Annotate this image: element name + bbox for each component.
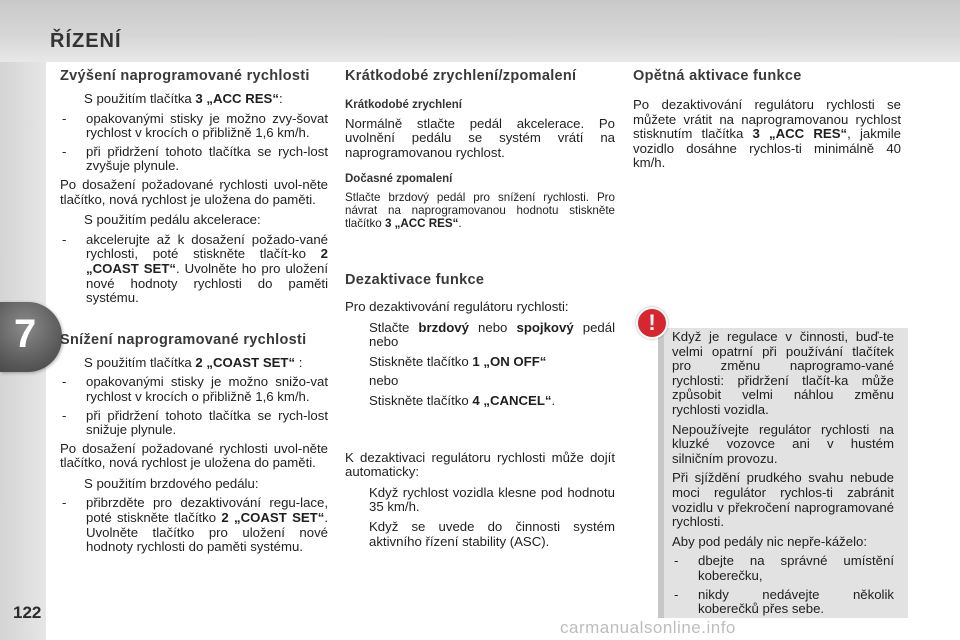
paragraph: Pro dezaktivování regulátoru rychlosti:: [345, 298, 569, 314]
paragraph: Po dezaktivování regulátoru rychlosti se můžete vrátit na naprogramovanou rychlost stisknutím tlačítka 3 „ACC RES“, jakmile vozidlo dosáhne rychlos-ti minimálně 40 km/h.: [633, 97, 901, 171]
dash-item: - opakovanými stisky je možno snižo-vat rychlost v krocích o přibližně 1,6 km/h.: [62, 374, 328, 404]
list-item: Stiskněte tlačítko 4 „CANCEL“.: [369, 392, 556, 408]
list-item: Stiskněte tlačítko 1 „ON OFF“: [369, 353, 547, 369]
subheading-deceleration: Dočasné zpomalení: [345, 173, 453, 186]
dash-item: - při přidržení tohoto tlačítka se rych-lost zvyšuje plynule.: [62, 143, 328, 174]
paragraph: Stlačte brzdový pedál pro snížení rychlosti. Pro návrat na naprogramovanou hodnotu stiskněte tlačítko 3 „ACC RES“.: [345, 190, 615, 230]
watermark: carmanualsonline.info: [560, 618, 736, 637]
list-item: S použitím pedálu akcelerace:: [84, 212, 261, 228]
paragraph: Po dosažení požadované rychlosti uvol-něte tlačítko, nová rychlost je uložena do paměti.: [60, 440, 328, 471]
chapter-number: 7: [14, 312, 37, 356]
list-item: S použitím brzdového pedálu:: [84, 475, 259, 491]
paragraph: K dezaktivaci regulátoru rychlosti může dojít automaticky:: [345, 449, 615, 480]
section-heading-temporary: Krátkodobé zrychlení/zpomalení: [345, 68, 577, 84]
page-title: ŘÍZENÍ: [50, 30, 122, 52]
section-heading-increase: Zvýšení naprogramované rychlosti: [60, 68, 310, 84]
dash-item: - opakovanými stisky je možno zvy-šovat rychlost v krocích o přibližně 1,6 km/h.: [62, 110, 328, 141]
header-band: [0, 0, 960, 62]
dash-item: - dbejte na správné umístění koberečku,: [674, 553, 894, 583]
or-text: nebo: [369, 373, 399, 389]
dash-item: - při přidržení tohoto tlačítka se rych-lost snižuje plynule.: [62, 407, 328, 438]
warning-paragraph: Když je regulace v činnosti, buď-te velmi opatrní při používání tlačítek pro změnu naprogramo-vané rychlosti: přidržení tlačít-ka může způsobit velmi náhlou změnu rychlosti vozidla.: [672, 329, 894, 417]
warning-paragraph: Nepoužívejte regulátor rychlosti na kluzké vozovce ani v hustém silničním provozu.: [672, 421, 894, 466]
warning-paragraph: Aby pod pedály nic nepře-káželo:: [672, 533, 868, 549]
dash-item: - přibrzděte pro dezaktivování regu-lace, poté stiskněte tlačítko 2 „COAST SET“. Uvolněte tlačítko pro uložení nové hodnoty rychlosti do paměti systému.: [62, 495, 328, 555]
list-item: Když se uvede do činnosti systém aktivního řízení stability (ASC).: [369, 518, 615, 549]
list-item: S použitím tlačítka 2 „COAST SET“ :: [84, 354, 303, 370]
chapter-tab: [0, 302, 62, 372]
column-left: [60, 68, 328, 559]
paragraph: Normálně stlačte pedál akcelerace. Po uvolnění pedálu se systém vrátí na naprogramovanou rychlost.: [345, 115, 615, 160]
list-item: Stlačte brzdový nebo spojkový pedál nebo: [369, 319, 616, 350]
subheading-acceleration: Krátkodobé zrychlení: [345, 99, 462, 111]
warning-text: [672, 330, 894, 621]
paragraph: Po dosažení požadované rychlosti uvol-něte tlačítko, nová rychlost je uložena do paměti.: [60, 176, 328, 207]
dash-item: - akcelerujte až k dosažení požado-vané rychlosti, poté stiskněte tlačít-ko 2 „COAST SET“. Uvolněte ho pro uložení nové hodnoty rychlosti do paměti systému.: [62, 231, 328, 306]
section-heading-reactivation: Opětná aktivace funkce: [633, 68, 802, 84]
list-item: S použitím tlačítka 3 „ACC RES“:: [84, 91, 283, 106]
column-right: [633, 68, 901, 177]
section-heading-decrease: Snížení naprogramované rychlosti: [60, 331, 307, 348]
exclamation-icon: !: [636, 307, 668, 339]
page-number: 122: [13, 603, 42, 622]
list-item: Když rychlost vozidla klesne pod hodnotu 35 km/h.: [369, 484, 615, 515]
warning-paragraph: Při sjíždění prudkého svahu nebude moci regulátor rychlos-ti zabránit vozidlu v překročení naprogramované rychlosti.: [672, 470, 894, 530]
section-heading-deactivation: Dezaktivace funkce: [345, 271, 485, 288]
column-middle: [345, 68, 615, 554]
dash-item: - nikdy nedávejte několik koberečků přes sebe.: [674, 586, 894, 617]
